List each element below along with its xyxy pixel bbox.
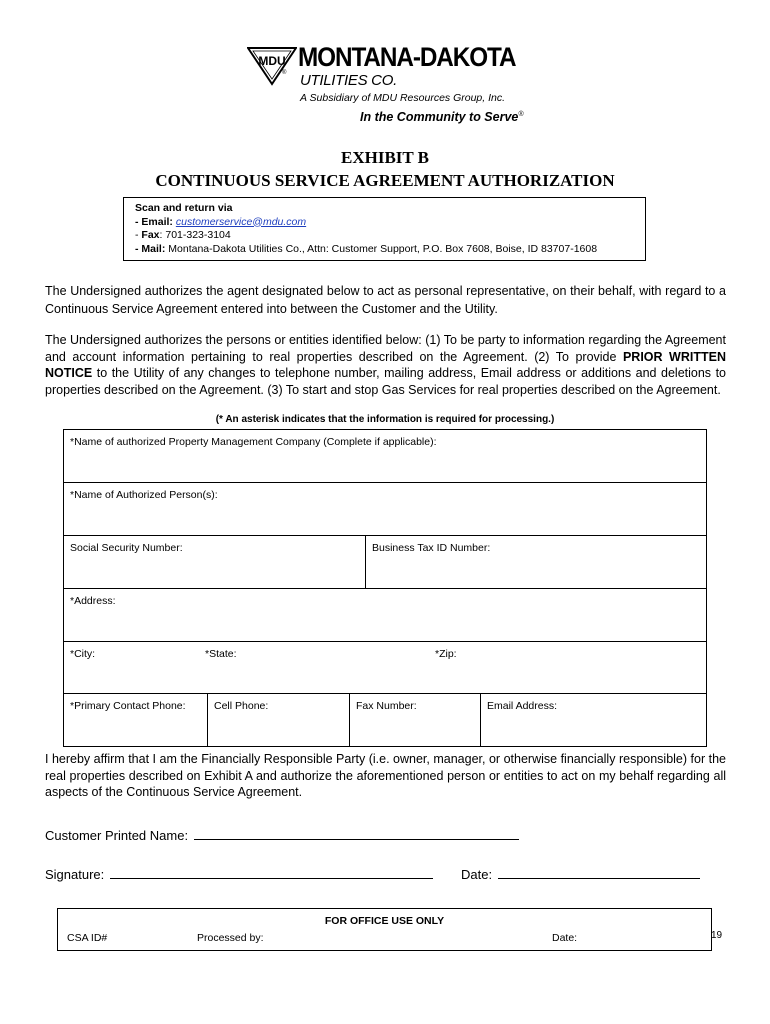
mdu-logo-mark bbox=[247, 46, 297, 86]
ssn-field[interactable] bbox=[64, 536, 365, 588]
form-row-company bbox=[64, 430, 706, 483]
csa-id-label: CSA ID# bbox=[67, 932, 108, 944]
address-label: *Address: bbox=[70, 595, 116, 607]
printed-name-label: Customer Printed Name: bbox=[45, 828, 189, 843]
authorization-form bbox=[63, 429, 707, 747]
form-row-address bbox=[64, 589, 706, 642]
date-label: Date: bbox=[461, 867, 493, 882]
form-row-contact bbox=[64, 694, 706, 746]
exhibit-label: EXHIBIT B bbox=[340, 148, 430, 167]
state-field[interactable] bbox=[199, 642, 429, 693]
return-mail-line: - Mail: Montana-Dakota Utilities Co., Attn: Customer Support, P.O. Box 7608, Boise, ID 83707-1608 bbox=[135, 242, 598, 255]
intro-paragraph: The Undersigned authorizes the agent designated below to act as personal representative, on their behalf, with regard to a Continuous Service Agreement entered into between the Customer and the Utility. bbox=[45, 284, 726, 316]
logo-utilities: UTILITIES CO. bbox=[300, 72, 397, 89]
address-field[interactable] bbox=[64, 589, 706, 641]
email-address-label: Email Address: bbox=[487, 700, 558, 712]
zip-label: *Zip: bbox=[435, 648, 457, 660]
office-date-label: Date: bbox=[552, 932, 578, 944]
form-row-ids bbox=[64, 536, 706, 589]
printed-name-line bbox=[45, 828, 519, 843]
affirmation-paragraph: I hereby affirm that I am the Financially Responsible Party (i.e. owner, manager, or otherwise financially responsible) for the real properties described on Exhibit A and authorize the aforementioned person or entities to act on my behalf regarding all aspects of the Continuous Service Agreement. bbox=[45, 752, 726, 799]
signature-label: Signature: bbox=[45, 867, 105, 882]
tax-id-label: Business Tax ID Number: bbox=[372, 542, 491, 554]
email-link[interactable]: customerservice@mdu.com bbox=[175, 215, 307, 228]
cell-phone-label: Cell Phone: bbox=[214, 700, 269, 712]
city-field[interactable] bbox=[64, 642, 199, 693]
email-address-field[interactable] bbox=[480, 694, 706, 746]
primary-phone-field[interactable] bbox=[64, 694, 207, 746]
return-email-line: - Email: customerservice@mdu.com bbox=[135, 215, 307, 228]
logo-tagline: In the Community to Serve® bbox=[360, 110, 524, 124]
primary-phone-label: *Primary Contact Phone: bbox=[70, 700, 186, 712]
authorization-paragraph: The Undersigned authorizes the persons or entities identified below: (1) To be party to information regarding the Agreement and account information pertaining to real properties described on the Agreement. (2) To provide PRIOR WRITTEN NOTICE to the Utility of any changes to telephone number, mailing address, Email address or additions and deletions to properties described on the Agreement. (3) To start and stop Gas Services for real properties described on the Agreement. bbox=[45, 333, 726, 397]
form-row-persons bbox=[64, 483, 706, 536]
authorized-persons-field[interactable] bbox=[64, 483, 706, 535]
date-input[interactable] bbox=[498, 867, 700, 879]
ssn-label: Social Security Number: bbox=[70, 542, 183, 554]
fax-number-label: Fax Number: bbox=[356, 700, 417, 712]
return-heading: Scan and return via bbox=[135, 202, 233, 214]
asterisk-note: (* An asterisk indicates that the information is required for processing.) bbox=[215, 414, 555, 425]
printed-name-input[interactable] bbox=[194, 828, 519, 840]
city-label: *City: bbox=[70, 648, 96, 660]
signature-line bbox=[45, 867, 433, 882]
tax-id-field[interactable] bbox=[365, 536, 706, 588]
office-use-title: FOR OFFICE USE ONLY bbox=[324, 915, 445, 927]
fax-number-field[interactable] bbox=[349, 694, 480, 746]
state-label: *State: bbox=[205, 648, 237, 660]
logo-subsidiary: A Subsidiary of MDU Resources Group, Inc. bbox=[300, 92, 506, 104]
logo-company-name: MONTANA-DAKOTA bbox=[298, 42, 516, 72]
signature-input[interactable] bbox=[110, 867, 433, 879]
page-number: 19 bbox=[711, 930, 723, 941]
return-fax-line: - Fax: 701-323-3104 bbox=[135, 229, 231, 241]
cell-phone-field[interactable] bbox=[207, 694, 349, 746]
logo-registered-mark: ® bbox=[282, 70, 287, 76]
company-name-label: *Name of authorized Property Management Company (Complete if applicable): bbox=[70, 436, 437, 448]
office-use-box bbox=[57, 908, 712, 951]
form-row-location bbox=[64, 642, 706, 694]
page-title: CONTINUOUS SERVICE AGREEMENT AUTHORIZATION bbox=[155, 171, 615, 190]
zip-field[interactable] bbox=[429, 642, 706, 693]
authorized-persons-label: *Name of Authorized Person(s): bbox=[70, 489, 218, 501]
return-instructions-box bbox=[123, 197, 646, 261]
processed-by-label: Processed by: bbox=[197, 932, 264, 944]
date-line bbox=[461, 867, 700, 882]
company-name-field[interactable] bbox=[64, 430, 706, 482]
logo-mark-text: MDU bbox=[258, 54, 286, 68]
